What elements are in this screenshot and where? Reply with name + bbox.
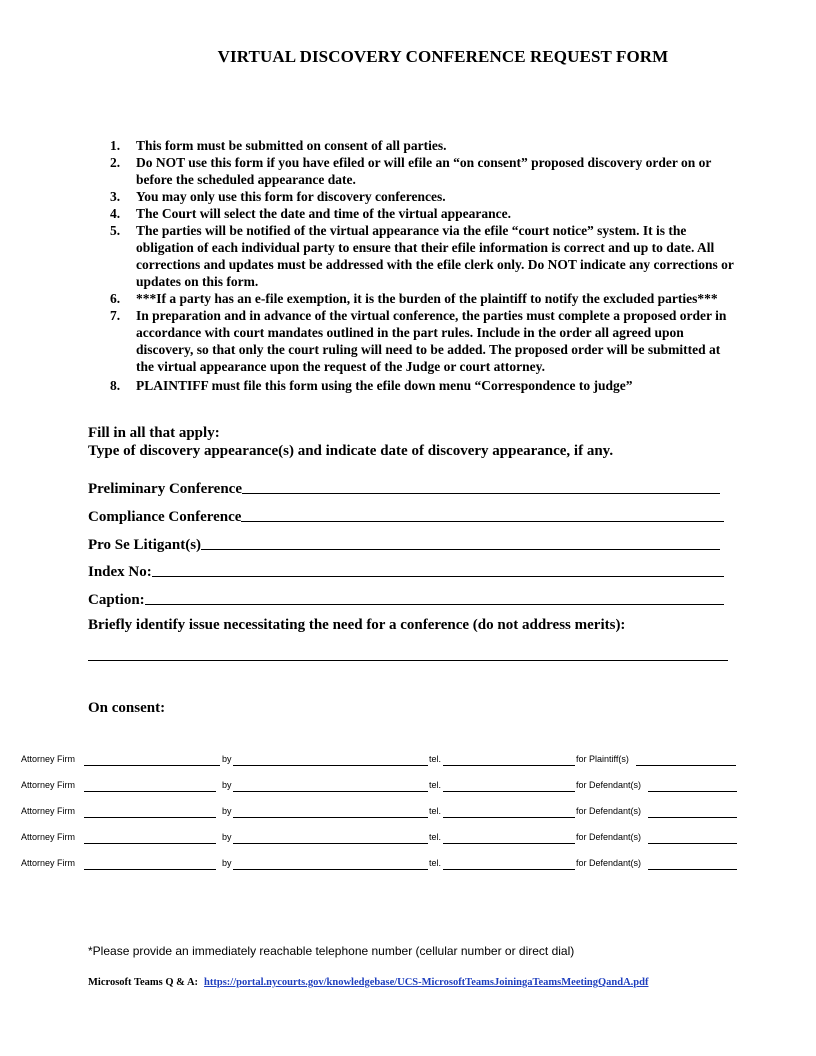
tel-label: tel. [429, 832, 442, 842]
by-label: by [222, 780, 232, 790]
preliminary-conference-line[interactable] [242, 493, 720, 494]
teams-qa-label: Microsoft Teams Q & A: [88, 977, 199, 988]
preliminary-conference-field[interactable] [88, 478, 720, 498]
party-label: for Defendant(s) [576, 832, 642, 842]
instructions-list [88, 137, 738, 394]
attorney-row-defendant [21, 780, 741, 794]
party-line[interactable] [648, 817, 737, 818]
tel-line[interactable] [443, 791, 575, 792]
compliance-conference-label: Compliance Conference [88, 509, 242, 525]
instruction-item: 1. This form must be submitted on consent of all parties. [110, 138, 447, 153]
attorney-firm-label: Attorney Firm [21, 780, 76, 790]
form-title: VIRTUAL DISCOVERY CONFERENCE REQUEST FORM [217, 47, 669, 66]
by-label: by [222, 806, 232, 816]
attorney-firm-line[interactable] [84, 791, 216, 792]
pro-se-litigant-field[interactable] [88, 534, 720, 554]
index-no-line[interactable] [152, 576, 724, 577]
tel-label: tel. [429, 806, 442, 816]
attorney-firm-line[interactable] [84, 843, 216, 844]
attorney-firm-label: Attorney Firm [21, 832, 76, 842]
attorney-row-plaintiff [21, 754, 741, 768]
on-consent-label: On consent: [88, 700, 166, 716]
instruction-item: 2. Do NOT use this form if you have efiled or will efile an “on consent” proposed discovery order on or before the scheduled appearance date. [110, 155, 712, 187]
party-label: for Defendant(s) [576, 858, 642, 868]
tel-label: tel. [429, 754, 442, 764]
tel-line[interactable] [443, 869, 575, 870]
party-line[interactable] [648, 791, 737, 792]
teams-qa-link[interactable]: https://portal.nycourts.gov/knowledgebase/UCS-MicrosoftTeamsJoiningaTeamsMeetingQandA.pdf [204, 977, 649, 988]
party-label: for Defendant(s) [576, 806, 642, 816]
compliance-conference-line[interactable] [241, 521, 724, 522]
attorney-firm-label: Attorney Firm [21, 806, 76, 816]
pro-se-litigant-line[interactable] [201, 549, 720, 550]
telephone-note: *Please provide an immediately reachable telephone number (cellular number or direct dial) [88, 944, 575, 958]
fill-in-heading: Fill in all that apply: [88, 425, 220, 441]
attorney-row-defendant [21, 832, 741, 846]
instruction-item: 8. PLAINTIFF must file this form using the efile down menu “Correspondence to judge” [110, 378, 633, 393]
attorney-firm-line[interactable] [84, 817, 216, 818]
issue-description-label: Briefly identify issue necessitating the need for a conference (do not address merits): [88, 617, 626, 633]
by-line[interactable] [233, 843, 428, 844]
caption-line[interactable] [145, 604, 724, 605]
tel-line[interactable] [443, 817, 575, 818]
by-label: by [222, 754, 232, 764]
preliminary-conference-label: Preliminary Conference [88, 481, 242, 497]
tel-label: tel. [429, 858, 442, 868]
party-line[interactable] [636, 765, 736, 766]
index-no-label: Index No: [88, 564, 152, 580]
fill-in-subheading: Type of discovery appearance(s) and indicate date of discovery appearance, if any. [88, 443, 614, 459]
attorney-row-defendant [21, 806, 741, 820]
teams-qa [88, 977, 648, 988]
party-line[interactable] [648, 843, 737, 844]
pro-se-litigant-label: Pro Se Litigant(s) [88, 537, 202, 553]
issue-description-line[interactable] [88, 660, 728, 661]
caption-label: Caption: [88, 592, 145, 608]
by-line[interactable] [233, 869, 428, 870]
attorney-firm-label: Attorney Firm [21, 858, 76, 868]
attorney-row-defendant [21, 858, 741, 872]
by-line[interactable] [233, 765, 428, 766]
tel-label: tel. [429, 780, 442, 790]
party-label: for Defendant(s) [576, 780, 642, 790]
by-label: by [222, 858, 232, 868]
index-no-field[interactable] [88, 561, 724, 581]
instruction-item: 4. The Court will select the date and time of the virtual appearance. [110, 206, 511, 221]
attorney-firm-line[interactable] [84, 765, 220, 766]
by-line[interactable] [233, 817, 428, 818]
by-label: by [222, 832, 232, 842]
compliance-conference-field[interactable] [88, 506, 724, 526]
tel-line[interactable] [443, 765, 575, 766]
attorney-firm-line[interactable] [84, 869, 216, 870]
instruction-item: 7. In preparation and in advance of the virtual conference, the parties must complete a proposed order in accordance with court mandates outlined in the part rules. Include in the order all agreed upon discovery, so that only the court ruling will need to be added. The proposed order will be submitted at the virtual appearance upon the request of the Judge or court attorney. [110, 308, 727, 374]
by-line[interactable] [233, 791, 428, 792]
tel-line[interactable] [443, 843, 575, 844]
party-line[interactable] [648, 869, 737, 870]
instruction-item: 5. The parties will be notified of the virtual appearance via the efile “court notice” system. It is the obligation of each individual party to ensure that their efile information is correct and up to date. All corrections and updates must be addressed with the efile clerk only. Do NOT indicate any corrections or updates on this form. [110, 223, 734, 289]
attorney-firm-label: Attorney Firm [21, 754, 76, 764]
instruction-item: 3. You may only use this form for discovery conferences. [110, 189, 446, 204]
fill-in-header [88, 424, 613, 460]
caption-field[interactable] [88, 589, 724, 609]
party-label: for Plaintiff(s) [576, 754, 629, 764]
instruction-item: 6. ***If a party has an e-file exemption, it is the burden of the plaintiff to notify the excluded parties*** [110, 291, 718, 306]
